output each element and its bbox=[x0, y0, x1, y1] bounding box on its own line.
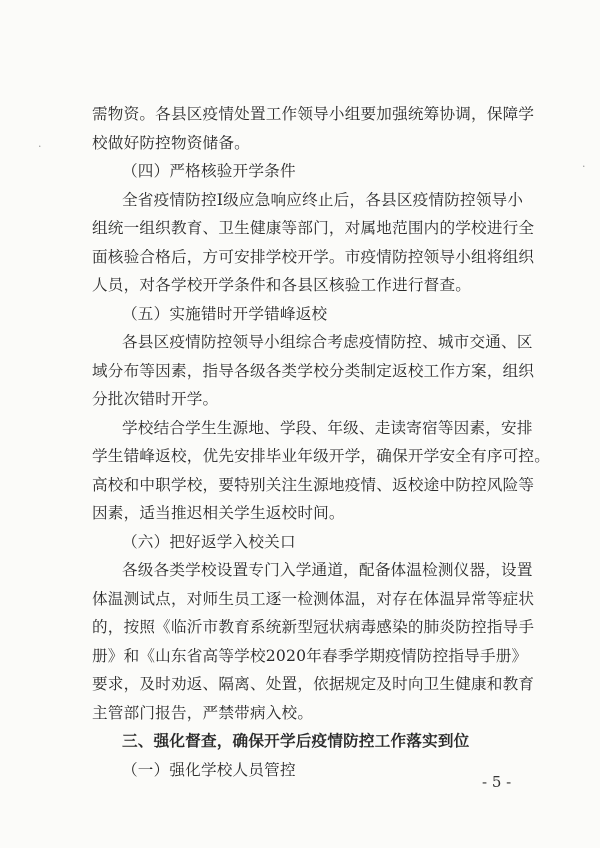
section-heading: （六）把好返学入校关口 bbox=[122, 532, 296, 551]
scan-mark: · bbox=[38, 140, 42, 153]
paragraph-line: 要求，及时劝返、隔离、处置，依据规定及时向卫生健康和教育 bbox=[92, 675, 535, 693]
section-heading: （四）严格核验开学条件 bbox=[122, 162, 296, 180]
paragraph-line: 因素，适当推迟相关学生返校时间。 bbox=[92, 504, 345, 522]
paragraph-line: 各县区疫情防控领导小组综合考虑疫情防控、城市交通、区 bbox=[122, 333, 533, 351]
paragraph-line: 面核验合格后，方可安排学校开学。市疫情防控领导小组将组织 bbox=[92, 247, 535, 266]
paragraph-line: 册》和《山东省高等学校2020年春季学期疫情防控指导手册》 bbox=[92, 646, 528, 665]
paragraph-line: 全省疫情防控Ⅰ级应急响应终止后，各县区疫情防控领导小 bbox=[122, 190, 524, 209]
page-number: - 5 - bbox=[482, 773, 512, 791]
document-body bbox=[92, 100, 551, 784]
paragraph-line: 的，按照《临沂市教育系统新型冠状病毒感染的肺炎防控指导手 bbox=[92, 618, 535, 636]
scan-mark: · bbox=[582, 160, 586, 173]
paragraph-line: 域分布等因素，指导各级各类学校分类制定返校工作方案，组织 bbox=[92, 361, 535, 380]
section-heading: （五）实施错时开学错峰返校 bbox=[122, 304, 328, 323]
paragraph-line: 各级各类学校设置专门入学通道，配备体温检测仪器，设置 bbox=[122, 561, 533, 579]
paragraph-line: 学校结合学生生源地、学段、年级、走读寄宿等因素，安排 bbox=[122, 418, 533, 437]
paragraph-line: 学生错峰返校，优先安排毕业年级开学，确保开学安全有序可控。 bbox=[92, 447, 551, 465]
section-heading: （一）强化学校人员管控 bbox=[122, 760, 296, 779]
paragraph-line: 高校和中职学校，要特别关注生源地疫情、返校途中防控风险等 bbox=[92, 475, 535, 494]
paragraph-line: 人员，对各学校开学条件和各县区核验工作进行督查。 bbox=[92, 276, 472, 294]
paragraph-line: 校做好防控物资储备。 bbox=[92, 133, 250, 152]
paragraph-line: 分批次错时开学。 bbox=[92, 390, 219, 408]
paragraph-line: 体温测试点，对师生员工逐一检测体温，对存在体温异常等症状 bbox=[92, 589, 535, 608]
paragraph-line: 需物资。各县区疫情处置工作领导小组要加强统筹协调，保障学 bbox=[92, 105, 535, 123]
chapter-heading: 三、强化督查，确保开学后疫情防控工作落实到位 bbox=[122, 732, 470, 750]
paragraph-line: 主管部门报告，严禁带病入校。 bbox=[92, 703, 314, 722]
paragraph-line: 组统一组织教育、卫生健康等部门，对属地范围内的学校进行全 bbox=[92, 219, 535, 237]
